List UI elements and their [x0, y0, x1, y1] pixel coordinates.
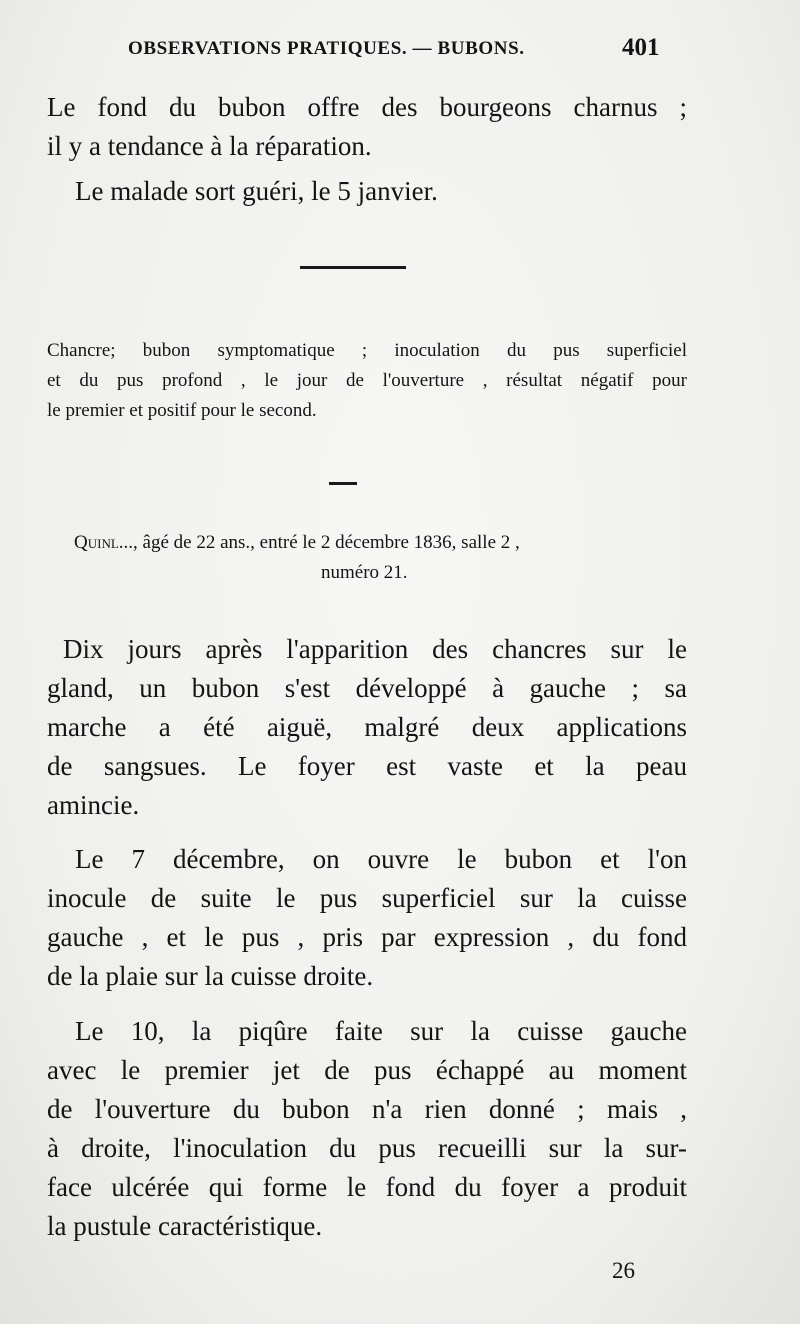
section-divider [300, 266, 406, 269]
paragraph-discharge [47, 172, 715, 211]
page-header [0, 32, 800, 72]
patient-name: Quinl..., [74, 532, 138, 553]
text-line: inocule de suite le pus superficiel sur la cuisse [47, 883, 687, 913]
signature-mark: 26 [612, 1258, 635, 1283]
text-line: amincie. [47, 790, 140, 820]
patient-info [74, 528, 674, 588]
text-line: numéro 21. [321, 562, 408, 583]
text-line: avec le premier jet de pus échappé au moment [47, 1055, 687, 1085]
text-line: Le fond du bubon offre des bourgeons charnus ; [47, 92, 687, 122]
text-line: Le 7 décembre, on ouvre le bubon et l'on [75, 844, 687, 874]
text-line: face ulcérée qui forme le fond du foyer a produit [47, 1172, 687, 1202]
text-line: Le malade sort guéri, le 5 janvier. [75, 176, 438, 206]
paragraph-continuation [47, 88, 687, 166]
page-number: 401 [622, 34, 660, 61]
case-summary [47, 336, 687, 426]
text-line: Le 10, la piqûre faite sur la cuisse gauche [75, 1016, 687, 1046]
text-line: de sangsues. Le foyer est vaste et la peau [47, 751, 687, 781]
text-line: il y a tendance à la réparation. [47, 131, 372, 161]
running-head: OBSERVATIONS PRATIQUES. — BUBONS. [128, 38, 525, 59]
text-line: gauche , et le pus , pris par expression , du fond [47, 922, 687, 952]
text-line: Chancre; bubon symptomatique ; inoculation du pus superficiel [47, 340, 687, 361]
text-line: de la plaie sur la cuisse droite. [47, 961, 374, 991]
text-line: le premier et positif pour le second. [47, 400, 317, 421]
text-line: Dix jours après l'apparition des chancres sur le [63, 634, 687, 664]
paragraph-dec-10 [47, 1012, 687, 1246]
text-line: à droite, l'inoculation du pus recueilli sur la sur- [47, 1133, 687, 1163]
patient-details: âgé de 22 ans., entré le 2 décembre 1836, salle 2 , [137, 532, 520, 553]
text-line: marche a été aiguë, malgré deux applications [47, 712, 687, 742]
text-line: gland, un bubon s'est développé à gauche ; sa [47, 673, 687, 703]
text-line: la pustule caractéristique. [47, 1211, 323, 1241]
paragraph-history [47, 630, 687, 825]
text-line [74, 528, 674, 558]
text-line: et du pus profond , le jour de l'ouverture , résultat négatif pour [47, 370, 687, 391]
paragraph-dec-7 [47, 840, 687, 996]
text-line: de l'ouverture du bubon n'a rien donné ; mais , [47, 1094, 687, 1124]
short-divider [329, 482, 357, 485]
